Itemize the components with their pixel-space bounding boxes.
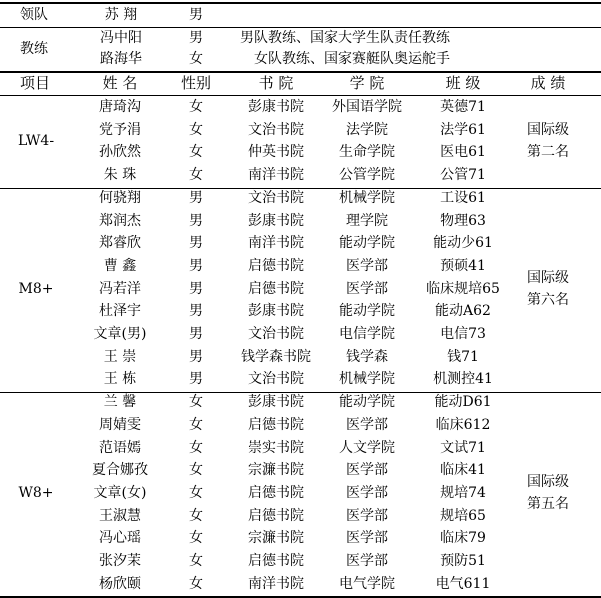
result-label: 第二名 [527, 144, 569, 161]
student-class: 电信73 [440, 326, 486, 342]
student-school: 能动学院 [339, 303, 395, 320]
student-gender: 女 [189, 99, 203, 115]
student-residential-college: 南洋书院 [248, 575, 304, 592]
student-class: 能动少61 [433, 235, 493, 252]
header-event: 项目 [19, 74, 50, 92]
event-label: M8+ [18, 280, 54, 297]
student-name: 张汐茉 [99, 553, 141, 569]
staff-note-coach-1: 男队教练、国家大学生队责任教练 [240, 30, 450, 46]
student-school: 公管学院 [339, 167, 395, 184]
student-name: 孙欣然 [99, 144, 141, 161]
student-residential-college: 文治书院 [248, 121, 304, 138]
staff-name-leader: 苏 翔 [104, 7, 138, 23]
student-gender: 女 [189, 144, 203, 161]
student-class: 规培74 [440, 484, 486, 501]
student-residential-college: 启德书院 [248, 507, 304, 524]
student-class: 预硕41 [440, 257, 486, 274]
student-name: 郑润杰 [99, 212, 141, 229]
student-school: 法学院 [346, 121, 388, 138]
student-gender: 女 [189, 394, 203, 411]
student-class: 法学61 [440, 121, 486, 138]
student-name: 王 栋 [103, 371, 137, 388]
student-name: 文章(男) [93, 326, 147, 342]
student-class: 工设61 [440, 189, 486, 206]
result-label: 第五名 [527, 496, 569, 513]
header-school: 学 院 [349, 74, 385, 92]
student-name: 兰 馨 [103, 394, 137, 411]
student-gender: 女 [189, 575, 203, 592]
student-name: 党予涓 [99, 121, 141, 138]
student-residential-college: 文治书院 [248, 326, 304, 342]
result-label: 国际级 [527, 122, 569, 139]
event-label: LW4- [17, 133, 55, 150]
student-name: 唐琦沟 [99, 99, 141, 115]
student-name: 曹 鑫 [103, 257, 137, 274]
result-label: 国际级 [527, 269, 569, 286]
header-name: 姓 名 [102, 74, 138, 92]
student-residential-college: 文治书院 [248, 371, 304, 388]
student-residential-college: 彭康书院 [248, 99, 304, 115]
student-residential-college: 宗濂书院 [248, 462, 304, 479]
student-residential-college: 启德书院 [248, 553, 304, 569]
student-name: 冯若洋 [99, 280, 141, 297]
header-class: 班 级 [445, 74, 481, 92]
event-label: W8+ [18, 485, 54, 502]
student-gender: 女 [189, 167, 203, 184]
staff-role-coach: 教练 [20, 41, 48, 57]
student-residential-college: 南洋书院 [248, 235, 304, 252]
student-class: 公管71 [440, 167, 486, 184]
student-name: 杨欣颐 [99, 575, 141, 592]
student-gender: 男 [189, 280, 203, 297]
result-label: 国际级 [527, 474, 569, 491]
student-school: 能动学院 [339, 394, 395, 411]
student-name: 王 崇 [103, 348, 137, 365]
student-class: 临床规培65 [426, 280, 500, 297]
student-residential-college: 彭康书院 [248, 394, 304, 411]
student-residential-college: 启德书院 [248, 280, 304, 297]
student-residential-college: 宗濂书院 [248, 530, 304, 547]
student-gender: 女 [189, 121, 203, 138]
student-school: 理学院 [346, 212, 388, 229]
student-gender: 男 [189, 348, 203, 365]
student-gender: 女 [189, 416, 203, 433]
student-class: 文试71 [440, 439, 486, 456]
student-gender: 女 [189, 484, 203, 501]
student-residential-college: 启德书院 [248, 257, 304, 274]
student-residential-college: 彭康书院 [248, 303, 304, 320]
staff-name-coach-1: 冯中阳 [100, 30, 142, 46]
student-name: 周婧雯 [99, 416, 141, 433]
student-school: 能动学院 [339, 235, 395, 252]
student-school: 电信学院 [339, 326, 395, 342]
result-label: 第六名 [527, 291, 569, 308]
student-name: 范语嫣 [99, 439, 141, 456]
student-class: 电气611 [435, 575, 491, 592]
student-class: 临床79 [440, 530, 486, 547]
student-school: 医学部 [346, 553, 388, 569]
student-school: 机械学院 [339, 371, 395, 388]
student-school: 医学部 [346, 257, 388, 274]
student-gender: 男 [189, 326, 203, 342]
student-name: 冯心瑶 [99, 530, 141, 547]
student-residential-college: 仲英书院 [248, 144, 304, 161]
student-school: 医学部 [346, 484, 388, 501]
student-name: 王淑慧 [99, 507, 141, 524]
student-school: 机械学院 [339, 189, 395, 206]
student-name: 夏合娜孜 [92, 462, 148, 479]
student-school: 医学部 [346, 507, 388, 524]
student-residential-college: 文治书院 [248, 189, 304, 206]
student-name: 郑睿欣 [99, 235, 141, 252]
student-residential-college: 崇实书院 [248, 439, 304, 456]
student-name: 何骁翔 [99, 189, 141, 206]
staff-gender-leader: 男 [189, 7, 203, 23]
staff-gender-coach-1: 男 [189, 30, 203, 46]
student-class: 物理63 [440, 212, 486, 229]
student-school: 医学部 [346, 530, 388, 547]
student-gender: 女 [189, 439, 203, 456]
student-class: 规培65 [440, 507, 486, 524]
student-school: 钱学森 [346, 348, 388, 365]
student-class: 钱71 [447, 348, 479, 365]
student-gender: 男 [189, 303, 203, 320]
student-gender: 女 [189, 530, 203, 547]
student-residential-college: 启德书院 [248, 484, 304, 501]
student-school: 电气学院 [339, 575, 395, 592]
student-gender: 女 [189, 462, 203, 479]
student-residential-college: 彭康书院 [248, 212, 304, 229]
student-gender: 男 [189, 189, 203, 206]
staff-note-coach-2: 女队教练、国家赛艇队奥运舵手 [254, 51, 450, 67]
header-residential-college: 书 院 [258, 74, 294, 92]
staff-name-coach-2: 路海华 [100, 51, 142, 67]
student-residential-college: 启德书院 [248, 416, 304, 433]
staff-role-leader: 领队 [20, 7, 48, 23]
student-class: 医电61 [440, 144, 486, 161]
student-name: 文章(女) [93, 484, 147, 501]
student-gender: 男 [189, 257, 203, 274]
student-gender: 女 [189, 553, 203, 569]
student-residential-college: 南洋书院 [248, 167, 304, 184]
header-gender: 性别 [180, 74, 211, 92]
student-school: 医学部 [346, 280, 388, 297]
student-school: 生命学院 [339, 144, 395, 161]
student-class: 临床612 [435, 416, 491, 433]
staff-gender-coach-2: 女 [189, 51, 203, 67]
student-gender: 男 [189, 212, 203, 229]
student-gender: 男 [189, 371, 203, 388]
student-school: 医学部 [346, 416, 388, 433]
student-school: 人文学院 [339, 439, 395, 456]
header-result: 成 绩 [530, 74, 566, 92]
student-school: 医学部 [346, 462, 388, 479]
student-class: 英德71 [440, 99, 486, 115]
student-name: 杜泽宇 [99, 303, 141, 320]
student-class: 临床41 [440, 462, 486, 479]
student-class: 预防51 [440, 553, 486, 569]
student-gender: 女 [189, 507, 203, 524]
student-name: 朱 珠 [103, 167, 137, 184]
student-class: 机测控41 [433, 371, 493, 388]
student-class: 能动A62 [435, 303, 491, 320]
student-residential-college: 钱学森书院 [241, 348, 311, 365]
student-school: 外国语学院 [332, 99, 402, 115]
student-gender: 男 [189, 235, 203, 252]
student-class: 能动D61 [434, 394, 492, 411]
